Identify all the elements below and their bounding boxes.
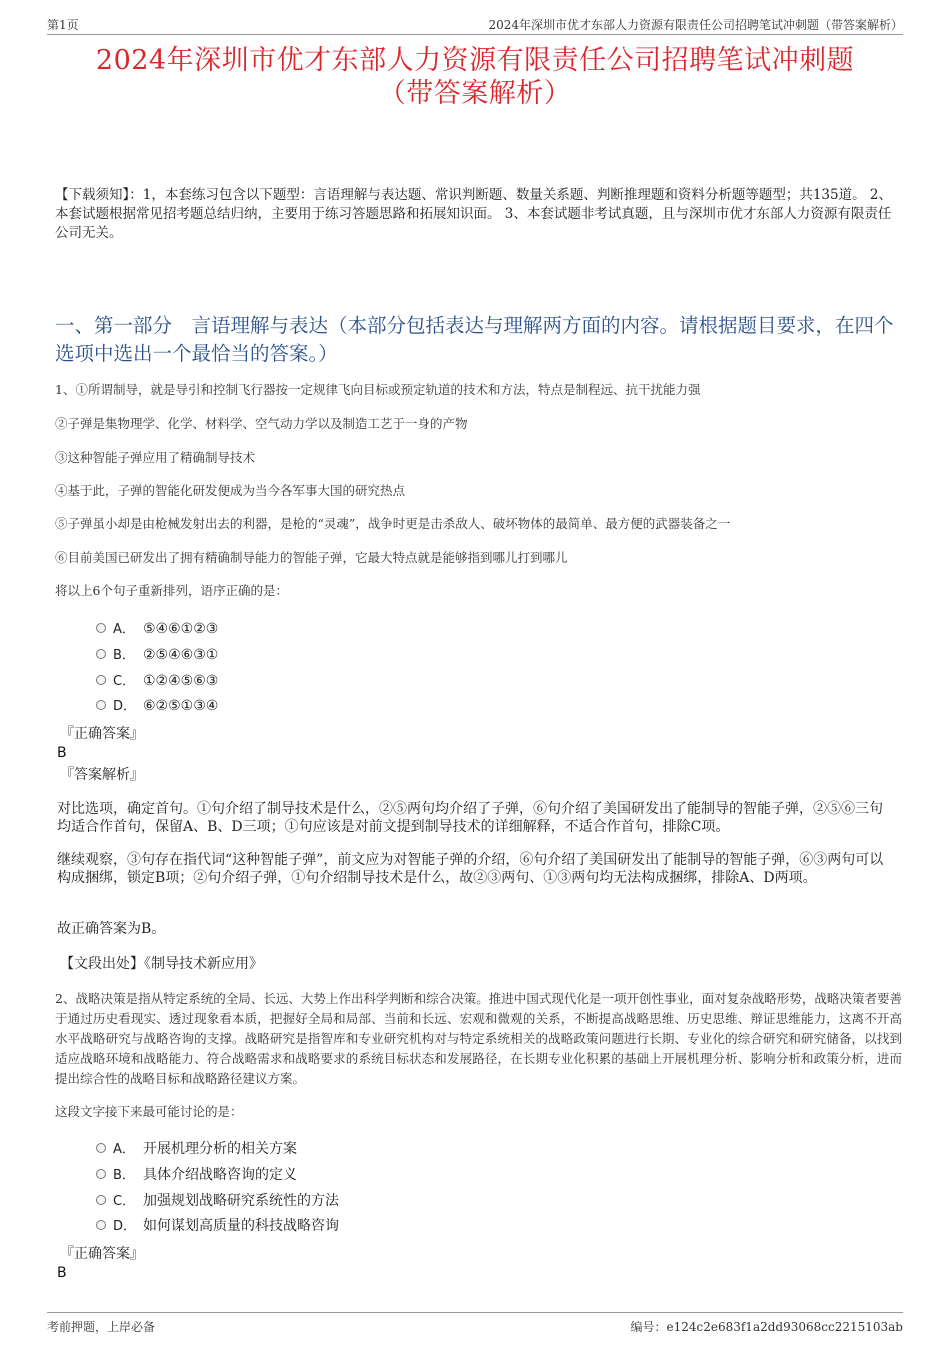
title-line-1: 2024年深圳市优才东部人力资源有限责任公司招聘笔试冲刺题 bbox=[95, 45, 855, 76]
document-title bbox=[40, 44, 910, 110]
q1-analysis-paragraph-2: 继续观察，③句存在指代词“这种智能子弹”，前文应为对智能子弹的介绍，⑥句介绍了美国研发出了能制导的智能子弹，⑥③两句可以构成捆绑，锁定B项；②句介绍子弹，①句介绍制导技术是什么，故②③两句、①③两句均无法构成捆绑，排除A、D两项。 bbox=[57, 852, 884, 886]
q2-text: 2、战略决策是指从特定系统的全局、长远、大势上作出科学判断和综合决策。推进中国式现代化是一项开创性事业，面对复杂战略形势，战略决策者要善于通过历史看现实、透过现象看本质，把握好全局和局部、当前和长远、宏观和微观的关系，不断提高战略思维、历史思维、辩证思维能力，这离不开高水平战略研究与战略咨询的支撑。战略研究是指智库和专业研究机构对与特定系统相关的战略政策问题进行长期、专业化的综合研究和研究储备，以找到适应战略环境和战略能力、符合战略需求和战略要求的系统目标状态和发展路径，在长期专业化积累的基础上开展机理分析、影响分析和政策分析，进而提出综合性的战略目标和战略路径建议方案。 bbox=[55, 991, 902, 1086]
q2-answer: B bbox=[57, 1265, 67, 1281]
radio-icon[interactable] bbox=[96, 1195, 106, 1205]
footer-slogan: 考前押题，上岸必备 bbox=[47, 1320, 156, 1334]
q1-analysis-paragraph-3: 故正确答案为B。 bbox=[57, 921, 166, 937]
q1-option-c[interactable]: C． ①②④⑤⑥③ bbox=[96, 672, 218, 691]
q1-source: 【文段出处】《制导技术新应用》 bbox=[60, 956, 263, 972]
page-number: 第1页 bbox=[47, 18, 79, 32]
radio-icon[interactable] bbox=[96, 1169, 106, 1179]
q1-answer-label: 『正确答案』 bbox=[60, 726, 144, 742]
page-header bbox=[47, 14, 903, 35]
download-notice: 【下载须知】：1，本套练习包含以下题型：言语理解与表达题、常识判断题、数量关系题、判断推理题和资料分析题等题型；共135道。 2、本套试题根据常见招考题总结归纳，主要用于练习答题思路和拓展知识面。 3、本套试题非考试真题，且与深圳市优才东部人力资源有限责任公司无关。 bbox=[55, 187, 892, 241]
q1-option-b[interactable]: B． ②⑤④⑥③① bbox=[96, 646, 218, 665]
q1-analysis-paragraph-1: 对比选项，确定首句。①句介绍了制导技术是什么，②⑤两句均介绍了子弹，⑥句介绍了美国研发出了能制导的智能子弹，②⑤⑥三句均适合作首句，保留A、B、D三项；①句应该是对前文提到制导技术的详细解释，不适合作首句，排除C项。 bbox=[57, 801, 883, 835]
q2-prompt: 这段文字接下来最可能讨论的是： bbox=[55, 1104, 243, 1119]
q2-option-a[interactable]: A． 开展机理分析的相关方案 bbox=[96, 1140, 297, 1159]
q1-sentence-3: ③这种智能子弹应用了精确制导技术 bbox=[55, 450, 256, 465]
q1-sentence-6: ⑥目前美国已研发出了拥有精确制导能力的智能子弹，它最大特点就是能够指到哪儿打到哪儿 bbox=[55, 550, 568, 565]
q1-sentence-1: 1、①所谓制导，就是导引和控制飞行器按一定规律飞向目标或预定轨道的技术和方法，特点是制程远、抗干扰能力强 bbox=[55, 382, 701, 397]
q2-option-b[interactable]: B． 具体介绍战略咨询的定义 bbox=[96, 1166, 297, 1185]
section-heading: 一、第一部分 言语理解与表达（本部分包括表达与理解两方面的内容。请根据题目要求，在四个选项中选出一个最恰当的答案。） bbox=[55, 314, 894, 365]
q1-answer: B bbox=[57, 745, 67, 761]
title-line-2: （带答案解析） bbox=[378, 78, 572, 109]
q1-analysis-label: 『答案解析』 bbox=[60, 767, 144, 783]
radio-icon[interactable] bbox=[96, 649, 106, 659]
q2-answer-label: 『正确答案』 bbox=[60, 1246, 144, 1262]
q1-sentence-2: ②子弹是集物理学、化学、材料学、空气动力学以及制造工艺于一身的产物 bbox=[55, 416, 468, 431]
q2-option-c[interactable]: C． 加强规划战略研究系统性的方法 bbox=[96, 1192, 339, 1211]
header-doc-title: 2024年深圳市优才东部人力资源有限责任公司招聘笔试冲刺题（带答案解析） bbox=[488, 18, 903, 32]
radio-icon[interactable] bbox=[96, 623, 106, 633]
q1-option-d[interactable]: D． ⑥②⑤①③④ bbox=[96, 697, 218, 716]
q1-prompt: 将以上6个句子重新排列，语序正确的是： bbox=[55, 583, 288, 598]
q1-option-a[interactable]: A． ⑤④⑥①②③ bbox=[96, 620, 218, 639]
q1-sentence-5: ⑤子弹虽小却是由枪械发射出去的利器，是枪的“灵魂”，战争时更是击杀敌人、破坏物体的最简单、最方便的武器装备之一 bbox=[55, 516, 731, 531]
radio-icon[interactable] bbox=[96, 675, 106, 685]
radio-icon[interactable] bbox=[96, 1220, 106, 1230]
footer-doc-id: 编号：e124c2e683f1a2dd93068cc2215103ab bbox=[630, 1320, 903, 1334]
radio-icon[interactable] bbox=[96, 1143, 106, 1153]
radio-icon[interactable] bbox=[96, 700, 106, 710]
q1-sentence-4: ④基于此，子弹的智能化研发便成为当今各军事大国的研究热点 bbox=[55, 483, 406, 498]
q2-option-d[interactable]: D． 如何谋划高质量的科技战略咨询 bbox=[96, 1217, 339, 1236]
page-footer bbox=[47, 1312, 903, 1335]
